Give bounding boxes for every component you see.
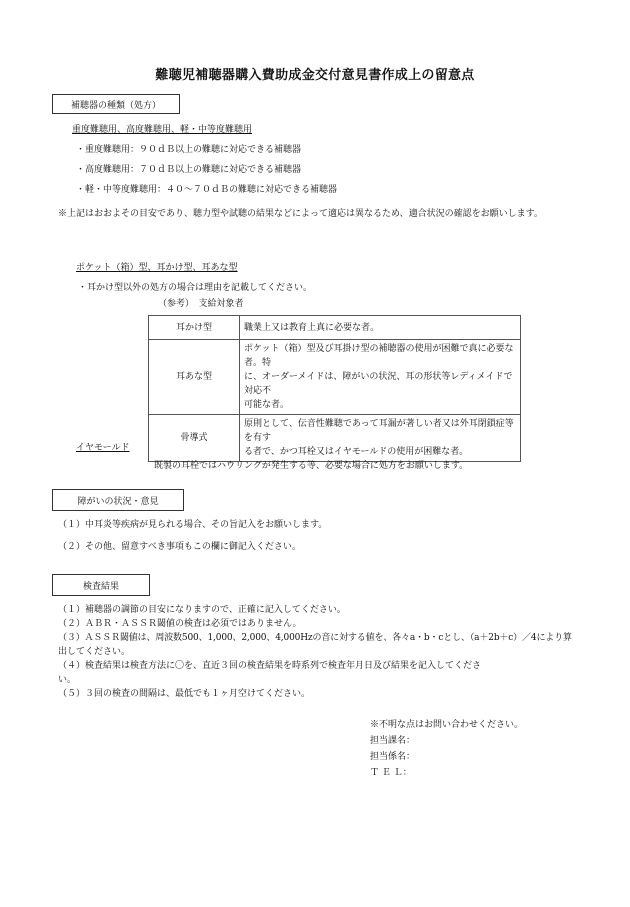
desc-line: 可能な者。 [244,400,290,410]
list-item: （４）検査結果は検査方法に〇を、直近３回の検査結果を時系列で検査年月日及び結果を記入してくださ [58,661,482,671]
desc-line: ポケット（箱）型及び耳掛け型の補聴器の使用が困難で真に必要な者。特 [244,344,514,368]
table-row [149,415,521,462]
page-title: 難聴児補聴器購入費助成金交付意見書作成上の留意点 [155,68,475,83]
desc-line: に、オーダーメイドは、障がいの状況、耳の形状等レディメイドで対応不 [244,372,513,396]
list-item: ・重度難聴用：９０ｄＢ以上の難聴に対応できる補聴器 [76,145,302,155]
contact-note: ※不明な点はお問い合わせください。 [370,720,524,730]
table-cell-desc [240,316,521,340]
list-item: （３）ＡＳＳＲ閾値は、周波数500、1,000、2,000、4,000Hzの音に対する値を、各々a・b・cとし、（a＋2b＋c）／4により算 [58,633,572,643]
table-row [149,340,521,415]
note-text: ※上記はおおよその目安であり、聴力型や試聴の結果などによって適応は異なるため、適合状況の確認をお願いします。 [58,209,543,219]
list-item: （２）その他、留意すべき事項もこの欄に御記入ください。 [58,542,301,552]
table-cell-desc [240,340,521,415]
list-item-continued: 出してください。 [58,647,131,657]
list-item: （５）３回の検査の間隔は、最低でも１ヶ月空けてください。 [58,689,311,699]
section-heading: ポケット（箱）型、耳かけ型、耳あな型 [76,263,238,273]
list-item: （１）中耳炎等疾病が見られる場合、その旨記入をお願いします。 [58,520,328,530]
table-cell-type: 骨導式 [149,415,240,462]
desc-line: る者で、かつ耳栓又はイヤモールドの使用が困難な者。 [244,447,469,457]
reference-label: （参考） 支給対象者 [158,299,244,309]
section-box-test-results [52,574,150,596]
list-item: （１）補聴器の調節の目安になりますので、正確に記入してください。 [58,605,346,615]
contact-staff: 担当係名： [370,752,416,762]
body-text: 既製の耳栓ではハウリングが発生する等、必要な場合に処方をお願いします。 [154,461,469,471]
contact-dept: 担当課名： [370,736,416,746]
list-item-continued: い。 [58,675,77,685]
table-row [149,316,521,340]
list-item: （２）ＡＢＲ・ＡＳＳＲ閾値の検査は必須ではありません。 [58,619,302,629]
section-label: 検査結果 [82,581,119,592]
table-cell-type: 耳あな型 [149,340,240,415]
table-cell-desc [240,415,521,462]
table-cell-type: 耳かけ型 [149,316,240,340]
contact-tel: Ｔ Ｅ Ｌ： [370,768,412,778]
desc-line: 原則として、伝音性難聴であって耳漏が著しい者又は外耳閉鎖症等を有す [244,419,514,443]
section-box-hearing-aid-type [52,94,180,114]
eligibility-table [148,315,521,462]
list-item: ・軽・中等度難聴用：４０～７０ｄＢの難聴に対応できる補聴器 [76,185,338,195]
list-item: ・高度難聴用：７０ｄＢ以上の難聴に対応できる補聴器 [76,165,302,175]
section-box-disability-status [52,489,184,511]
desc-line: 職業上又は教育上真に必要な者。 [244,322,380,333]
section-heading: 重度難聴用、高度難聴用、軽・中等度難聴用 [72,125,253,135]
note-text: ・耳かけ型以外の処方の場合は理由を記載してください。 [78,283,313,293]
section-label: 補聴器の種類（処方） [70,100,161,111]
section-heading: イヤモールド [76,443,130,453]
section-label: 障がいの状況・意見 [77,496,159,507]
